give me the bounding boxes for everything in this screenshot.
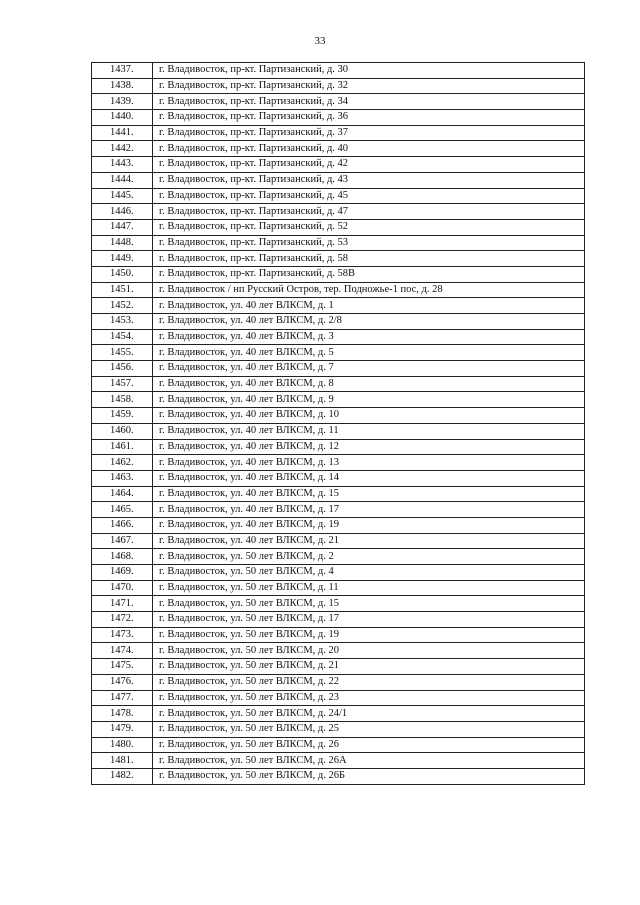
row-number-cell: 1454.	[92, 329, 153, 345]
address-cell: г. Владивосток, пр-кт. Партизанский, д. 34	[153, 94, 585, 110]
table-row	[92, 502, 585, 518]
address-cell: г. Владивосток, ул. 50 лет ВЛКСМ, д. 15	[153, 596, 585, 612]
address-cell: г. Владивосток, ул. 40 лет ВЛКСМ, д. 7	[153, 361, 585, 377]
row-number-cell: 1469.	[92, 565, 153, 581]
row-number-cell: 1467.	[92, 533, 153, 549]
address-cell: г. Владивосток, ул. 40 лет ВЛКСМ, д. 3	[153, 329, 585, 345]
address-cell: г. Владивосток, ул. 50 лет ВЛКСМ, д. 25	[153, 721, 585, 737]
address-cell: г. Владивосток, ул. 40 лет ВЛКСМ, д. 1	[153, 298, 585, 314]
row-number-cell: 1445.	[92, 188, 153, 204]
table-row	[92, 674, 585, 690]
row-number-cell: 1448.	[92, 235, 153, 251]
address-cell: г. Владивосток, ул. 40 лет ВЛКСМ, д. 11	[153, 423, 585, 439]
address-cell: г. Владивосток, пр-кт. Партизанский, д. 58В	[153, 266, 585, 282]
table-row	[92, 659, 585, 675]
row-number-cell: 1473.	[92, 627, 153, 643]
address-cell: г. Владивосток, пр-кт. Партизанский, д. 42	[153, 157, 585, 173]
row-number-cell: 1459.	[92, 408, 153, 424]
address-table	[91, 62, 585, 785]
table-row	[92, 596, 585, 612]
table-row	[92, 282, 585, 298]
row-number-cell: 1460.	[92, 423, 153, 439]
address-cell: г. Владивосток, пр-кт. Партизанский, д. 58	[153, 251, 585, 267]
row-number-cell: 1450.	[92, 266, 153, 282]
table-row	[92, 627, 585, 643]
row-number-cell: 1443.	[92, 157, 153, 173]
table-row	[92, 423, 585, 439]
address-table-container	[91, 62, 585, 785]
table-row	[92, 580, 585, 596]
table-row	[92, 549, 585, 565]
table-row	[92, 235, 585, 251]
row-number-cell: 1474.	[92, 643, 153, 659]
table-row	[92, 157, 585, 173]
address-cell: г. Владивосток, ул. 50 лет ВЛКСМ, д. 26Б	[153, 768, 585, 784]
address-cell: г. Владивосток, ул. 50 лет ВЛКСМ, д. 22	[153, 674, 585, 690]
table-row	[92, 486, 585, 502]
address-cell: г. Владивосток, ул. 40 лет ВЛКСМ, д. 5	[153, 345, 585, 361]
row-number-cell: 1468.	[92, 549, 153, 565]
address-cell: г. Владивосток, ул. 40 лет ВЛКСМ, д. 17	[153, 502, 585, 518]
address-cell: г. Владивосток, пр-кт. Партизанский, д. 40	[153, 141, 585, 157]
address-table-body	[92, 63, 585, 785]
table-row	[92, 439, 585, 455]
table-row	[92, 737, 585, 753]
row-number-cell: 1458.	[92, 392, 153, 408]
table-row	[92, 110, 585, 126]
row-number-cell: 1472.	[92, 612, 153, 628]
address-cell: г. Владивосток, ул. 50 лет ВЛКСМ, д. 19	[153, 627, 585, 643]
address-cell: г. Владивосток, ул. 40 лет ВЛКСМ, д. 13	[153, 455, 585, 471]
table-row	[92, 141, 585, 157]
address-cell: г. Владивосток, ул. 50 лет ВЛКСМ, д. 4	[153, 565, 585, 581]
address-cell: г. Владивосток, пр-кт. Партизанский, д. 45	[153, 188, 585, 204]
row-number-cell: 1452.	[92, 298, 153, 314]
row-number-cell: 1471.	[92, 596, 153, 612]
row-number-cell: 1455.	[92, 345, 153, 361]
table-row	[92, 251, 585, 267]
address-cell: г. Владивосток, ул. 40 лет ВЛКСМ, д. 19	[153, 517, 585, 533]
address-cell: г. Владивосток, ул. 50 лет ВЛКСМ, д. 26	[153, 737, 585, 753]
address-cell: г. Владивосток, пр-кт. Партизанский, д. 52	[153, 219, 585, 235]
page-number: 33	[314, 35, 326, 47]
row-number-cell: 1440.	[92, 110, 153, 126]
table-row	[92, 768, 585, 784]
row-number-cell: 1476.	[92, 674, 153, 690]
address-cell: г. Владивосток, пр-кт. Партизанский, д. 47	[153, 204, 585, 220]
row-number-cell: 1446.	[92, 204, 153, 220]
table-row	[92, 63, 585, 79]
address-cell: г. Владивосток, ул. 40 лет ВЛКСМ, д. 2/8	[153, 314, 585, 330]
address-cell: г. Владивосток, пр-кт. Партизанский, д. 32	[153, 78, 585, 94]
row-number-cell: 1461.	[92, 439, 153, 455]
row-number-cell: 1444.	[92, 172, 153, 188]
address-cell: г. Владивосток, ул. 40 лет ВЛКСМ, д. 12	[153, 439, 585, 455]
row-number-cell: 1478.	[92, 706, 153, 722]
address-cell: г. Владивосток, ул. 40 лет ВЛКСМ, д. 10	[153, 408, 585, 424]
table-row	[92, 376, 585, 392]
row-number-cell: 1437.	[92, 63, 153, 79]
address-cell: г. Владивосток, ул. 40 лет ВЛКСМ, д. 15	[153, 486, 585, 502]
row-number-cell: 1462.	[92, 455, 153, 471]
address-cell: г. Владивосток, пр-кт. Партизанский, д. 36	[153, 110, 585, 126]
row-number-cell: 1453.	[92, 314, 153, 330]
table-row	[92, 78, 585, 94]
table-row	[92, 204, 585, 220]
table-row	[92, 612, 585, 628]
table-row	[92, 690, 585, 706]
table-row	[92, 455, 585, 471]
table-row	[92, 753, 585, 769]
table-row	[92, 565, 585, 581]
row-number-cell: 1480.	[92, 737, 153, 753]
address-cell: г. Владивосток / нп Русский Остров, тер. Подножье-1 пос, д. 28	[153, 282, 585, 298]
table-row	[92, 172, 585, 188]
row-number-cell: 1447.	[92, 219, 153, 235]
table-row	[92, 329, 585, 345]
row-number-cell: 1438.	[92, 78, 153, 94]
table-row	[92, 345, 585, 361]
row-number-cell: 1475.	[92, 659, 153, 675]
row-number-cell: 1449.	[92, 251, 153, 267]
table-row	[92, 706, 585, 722]
address-cell: г. Владивосток, ул. 40 лет ВЛКСМ, д. 14	[153, 470, 585, 486]
row-number-cell: 1479.	[92, 721, 153, 737]
table-row	[92, 314, 585, 330]
table-row	[92, 219, 585, 235]
address-cell: г. Владивосток, ул. 50 лет ВЛКСМ, д. 11	[153, 580, 585, 596]
address-cell: г. Владивосток, ул. 50 лет ВЛКСМ, д. 26А	[153, 753, 585, 769]
table-row	[92, 517, 585, 533]
address-cell: г. Владивосток, пр-кт. Партизанский, д. 37	[153, 125, 585, 141]
row-number-cell: 1441.	[92, 125, 153, 141]
address-cell: г. Владивосток, ул. 50 лет ВЛКСМ, д. 2	[153, 549, 585, 565]
row-number-cell: 1457.	[92, 376, 153, 392]
address-cell: г. Владивосток, пр-кт. Партизанский, д. 53	[153, 235, 585, 251]
address-cell: г. Владивосток, пр-кт. Партизанский, д. 30	[153, 63, 585, 79]
row-number-cell: 1466.	[92, 517, 153, 533]
table-row	[92, 94, 585, 110]
table-row	[92, 721, 585, 737]
row-number-cell: 1470.	[92, 580, 153, 596]
row-number-cell: 1442.	[92, 141, 153, 157]
address-cell: г. Владивосток, ул. 50 лет ВЛКСМ, д. 23	[153, 690, 585, 706]
table-row	[92, 298, 585, 314]
address-cell: г. Владивосток, ул. 50 лет ВЛКСМ, д. 20	[153, 643, 585, 659]
row-number-cell: 1465.	[92, 502, 153, 518]
table-row	[92, 361, 585, 377]
table-row	[92, 470, 585, 486]
table-row	[92, 392, 585, 408]
table-row	[92, 408, 585, 424]
address-cell: г. Владивосток, ул. 50 лет ВЛКСМ, д. 24/1	[153, 706, 585, 722]
table-row	[92, 266, 585, 282]
address-cell: г. Владивосток, ул. 40 лет ВЛКСМ, д. 9	[153, 392, 585, 408]
row-number-cell: 1482.	[92, 768, 153, 784]
address-cell: г. Владивосток, пр-кт. Партизанский, д. 43	[153, 172, 585, 188]
address-cell: г. Владивосток, ул. 50 лет ВЛКСМ, д. 21	[153, 659, 585, 675]
address-cell: г. Владивосток, ул. 40 лет ВЛКСМ, д. 21	[153, 533, 585, 549]
row-number-cell: 1481.	[92, 753, 153, 769]
row-number-cell: 1464.	[92, 486, 153, 502]
address-cell: г. Владивосток, ул. 40 лет ВЛКСМ, д. 8	[153, 376, 585, 392]
table-row	[92, 643, 585, 659]
row-number-cell: 1451.	[92, 282, 153, 298]
table-row	[92, 188, 585, 204]
table-row	[92, 533, 585, 549]
row-number-cell: 1477.	[92, 690, 153, 706]
row-number-cell: 1439.	[92, 94, 153, 110]
row-number-cell: 1456.	[92, 361, 153, 377]
address-cell: г. Владивосток, ул. 50 лет ВЛКСМ, д. 17	[153, 612, 585, 628]
row-number-cell: 1463.	[92, 470, 153, 486]
table-row	[92, 125, 585, 141]
